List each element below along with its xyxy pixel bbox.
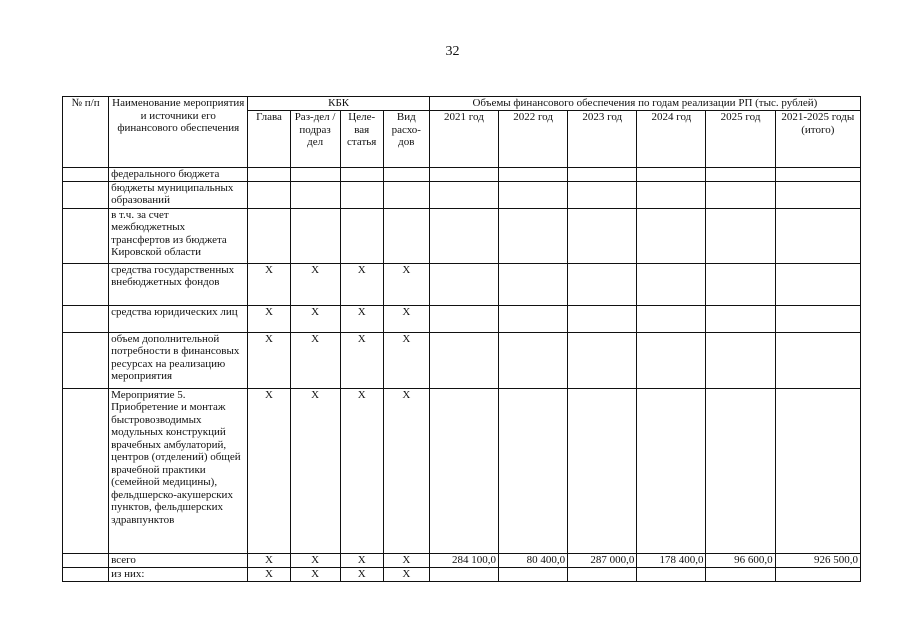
value-2021 bbox=[429, 567, 498, 581]
value-2024 bbox=[637, 263, 706, 305]
value-total bbox=[775, 181, 860, 208]
kbk-glava bbox=[248, 181, 290, 208]
table-row bbox=[63, 305, 861, 332]
value-2023: 287 000,0 bbox=[568, 553, 637, 567]
value-2024 bbox=[637, 168, 706, 182]
value-2022 bbox=[499, 332, 568, 388]
value-2021 bbox=[429, 168, 498, 182]
kbk-vid: Х bbox=[383, 388, 429, 553]
value-2021 bbox=[429, 388, 498, 553]
row-name: из них: bbox=[109, 567, 248, 581]
kbk-vid bbox=[383, 181, 429, 208]
row-name: средства государственных внебюджетных фондов bbox=[109, 263, 248, 305]
value-total bbox=[775, 388, 860, 553]
table-row bbox=[63, 553, 861, 567]
row-num bbox=[63, 168, 109, 182]
kbk-glava: Х bbox=[248, 567, 290, 581]
value-2022 bbox=[499, 305, 568, 332]
kbk-razdel: Х bbox=[290, 263, 340, 305]
kbk-statya: Х bbox=[340, 332, 383, 388]
table-row bbox=[63, 388, 861, 553]
value-2025 bbox=[706, 305, 775, 332]
kbk-statya: Х bbox=[340, 305, 383, 332]
kbk-vid: Х bbox=[383, 567, 429, 581]
financing-table bbox=[62, 96, 861, 582]
value-2025 bbox=[706, 567, 775, 581]
kbk-glava: Х bbox=[248, 388, 290, 553]
value-2023 bbox=[568, 168, 637, 182]
table-row bbox=[63, 208, 861, 263]
value-2023 bbox=[568, 567, 637, 581]
kbk-statya: Х bbox=[340, 553, 383, 567]
value-2022 bbox=[499, 181, 568, 208]
col-statya-header: Целе-вая статья bbox=[340, 111, 383, 168]
value-2025: 96 600,0 bbox=[706, 553, 775, 567]
value-2022 bbox=[499, 208, 568, 263]
kbk-statya: Х bbox=[340, 388, 383, 553]
value-2024 bbox=[637, 332, 706, 388]
row-num bbox=[63, 332, 109, 388]
page-number: 32 bbox=[445, 44, 460, 59]
col-year-2021-header: 2021 год bbox=[429, 111, 498, 168]
kbk-statya bbox=[340, 168, 383, 182]
kbk-vid: Х bbox=[383, 553, 429, 567]
value-2025 bbox=[706, 332, 775, 388]
col-kbk-header: КБК bbox=[248, 97, 429, 111]
kbk-statya bbox=[340, 181, 383, 208]
value-2022 bbox=[499, 168, 568, 182]
col-name-header: Наименование мероприятия и источники его финансового обеспечения bbox=[109, 97, 248, 168]
col-razdel-header: Раз-дел / подраз дел bbox=[290, 111, 340, 168]
row-num bbox=[63, 567, 109, 581]
row-name: объем дополнительной потребности в финансовых ресурсах на реализацию мероприятия bbox=[109, 332, 248, 388]
value-2021: 284 100,0 bbox=[429, 553, 498, 567]
value-2023 bbox=[568, 305, 637, 332]
table-row bbox=[63, 181, 861, 208]
value-2021 bbox=[429, 181, 498, 208]
table-row bbox=[63, 332, 861, 388]
row-num bbox=[63, 388, 109, 553]
value-2023 bbox=[568, 388, 637, 553]
table-row bbox=[63, 263, 861, 305]
row-num bbox=[63, 208, 109, 263]
value-2023 bbox=[568, 263, 637, 305]
row-name: средства юридических лиц bbox=[109, 305, 248, 332]
kbk-glava: Х bbox=[248, 332, 290, 388]
value-total bbox=[775, 567, 860, 581]
kbk-glava: Х bbox=[248, 553, 290, 567]
col-year-2022-header: 2022 год bbox=[499, 111, 568, 168]
row-num bbox=[63, 305, 109, 332]
value-2024 bbox=[637, 567, 706, 581]
row-name: в т.ч. за счет межбюджетных трансфертов из бюджета Кировской области bbox=[109, 208, 248, 263]
kbk-razdel: Х bbox=[290, 567, 340, 581]
value-2022 bbox=[499, 388, 568, 553]
kbk-glava: Х bbox=[248, 263, 290, 305]
kbk-statya: Х bbox=[340, 263, 383, 305]
col-year-2025-header: 2025 год bbox=[706, 111, 775, 168]
value-total bbox=[775, 263, 860, 305]
kbk-razdel: Х bbox=[290, 388, 340, 553]
value-2022 bbox=[499, 263, 568, 305]
row-name: федерального бюджета bbox=[109, 168, 248, 182]
value-2021 bbox=[429, 208, 498, 263]
value-total bbox=[775, 168, 860, 182]
value-2023 bbox=[568, 208, 637, 263]
value-2025 bbox=[706, 388, 775, 553]
kbk-razdel bbox=[290, 181, 340, 208]
kbk-glava bbox=[248, 208, 290, 263]
kbk-statya bbox=[340, 208, 383, 263]
value-2024 bbox=[637, 388, 706, 553]
col-year-2023-header: 2023 год bbox=[568, 111, 637, 168]
col-num-header: № п/п bbox=[63, 97, 109, 168]
value-2024: 178 400,0 bbox=[637, 553, 706, 567]
header-row-1 bbox=[63, 97, 861, 111]
kbk-glava bbox=[248, 168, 290, 182]
value-2024 bbox=[637, 181, 706, 208]
kbk-vid: Х bbox=[383, 332, 429, 388]
row-name: бюджеты муниципальных образований bbox=[109, 181, 248, 208]
value-2022: 80 400,0 bbox=[499, 553, 568, 567]
kbk-razdel: Х bbox=[290, 332, 340, 388]
value-2024 bbox=[637, 208, 706, 263]
kbk-glava: Х bbox=[248, 305, 290, 332]
kbk-razdel: Х bbox=[290, 553, 340, 567]
row-num bbox=[63, 553, 109, 567]
row-num bbox=[63, 263, 109, 305]
value-total bbox=[775, 208, 860, 263]
value-2025 bbox=[706, 181, 775, 208]
kbk-razdel bbox=[290, 168, 340, 182]
col-glava-header: Глава bbox=[248, 111, 290, 168]
kbk-vid: Х bbox=[383, 305, 429, 332]
value-2025 bbox=[706, 168, 775, 182]
value-2025 bbox=[706, 263, 775, 305]
table-row bbox=[63, 168, 861, 182]
value-total: 926 500,0 bbox=[775, 553, 860, 567]
col-volumes-header: Объемы финансового обеспечения по годам реализации РП (тыс. рублей) bbox=[429, 97, 860, 111]
row-name: всего bbox=[109, 553, 248, 567]
value-2023 bbox=[568, 332, 637, 388]
value-2022 bbox=[499, 567, 568, 581]
value-total bbox=[775, 332, 860, 388]
col-year-2024-header: 2024 год bbox=[637, 111, 706, 168]
kbk-razdel bbox=[290, 208, 340, 263]
value-2021 bbox=[429, 263, 498, 305]
value-2025 bbox=[706, 208, 775, 263]
value-total bbox=[775, 305, 860, 332]
kbk-razdel: Х bbox=[290, 305, 340, 332]
col-total-header: 2021-2025 годы (итого) bbox=[775, 111, 860, 168]
value-2023 bbox=[568, 181, 637, 208]
value-2021 bbox=[429, 305, 498, 332]
table-row bbox=[63, 567, 861, 581]
col-vid-header: Вид расхо-дов bbox=[383, 111, 429, 168]
kbk-vid bbox=[383, 208, 429, 263]
kbk-vid bbox=[383, 168, 429, 182]
row-num bbox=[63, 181, 109, 208]
row-name: Мероприятие 5. Приобретение и монтаж быстровозводимых модульных конструкций врачебных амбулаторий, центров (отделений) общей врачебной практики (семейной медицины), фельдшерско-акушерских пунктов, фельдшерских здравпунктов bbox=[109, 388, 248, 553]
kbk-statya: Х bbox=[340, 567, 383, 581]
value-2021 bbox=[429, 332, 498, 388]
value-2024 bbox=[637, 305, 706, 332]
kbk-vid: Х bbox=[383, 263, 429, 305]
